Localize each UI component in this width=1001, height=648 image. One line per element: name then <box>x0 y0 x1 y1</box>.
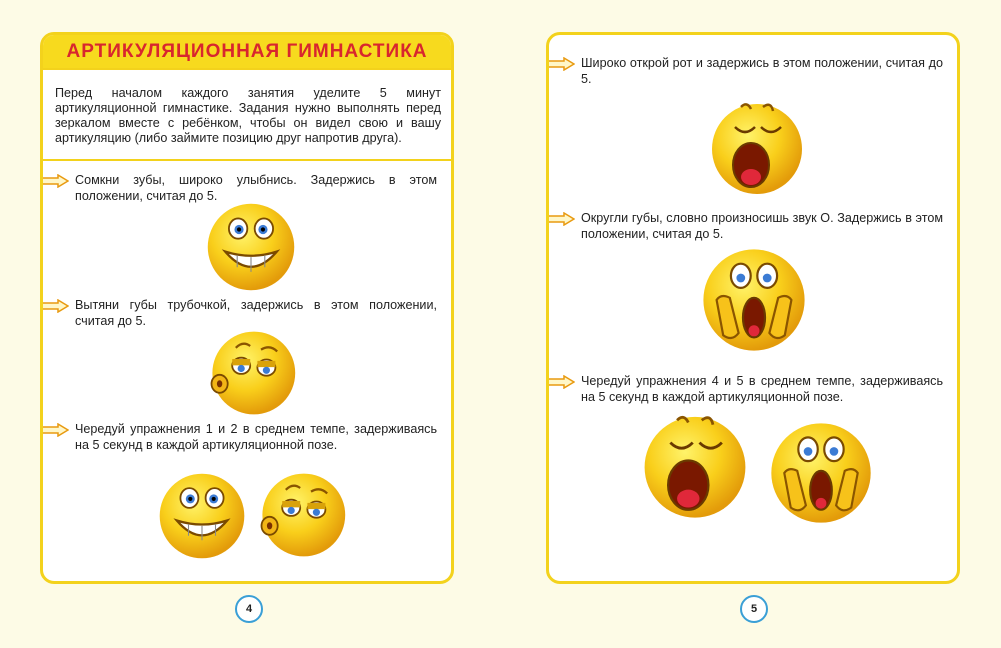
left-page <box>40 32 454 584</box>
title-bar <box>43 35 451 70</box>
smiling-face-icon <box>157 471 247 561</box>
pucker-face-icon <box>207 328 297 418</box>
arrow-icon <box>41 423 69 437</box>
arrow-icon <box>41 174 69 188</box>
exercise-item-4 <box>549 55 957 87</box>
exercise-text: Вытяни губы трубочкой, задержись в этом положении, считая до 5. <box>75 298 437 328</box>
exercise-text: Широко открой рот и задержись в этом положении, считая до 5. <box>581 56 943 86</box>
arrow-icon <box>547 57 575 71</box>
yawning-face-icon <box>639 409 751 521</box>
exercise-text: Округли губы, словно произносишь звук О. Задержись в этом положении, считая до 5. <box>581 211 943 241</box>
right-page <box>546 32 960 584</box>
arrow-icon <box>41 299 69 313</box>
smiling-face-icon <box>205 201 297 293</box>
exercise-item-3 <box>43 421 451 453</box>
arrow-icon <box>547 212 575 226</box>
exercise-item-5 <box>549 210 957 242</box>
page-number: 4 <box>235 595 263 623</box>
page-title: АРТИКУЛЯЦИОННАЯ ГИМНАСТИКА <box>66 40 428 62</box>
yawning-face-icon <box>707 97 807 197</box>
exercise-item-1 <box>43 172 451 204</box>
surprised-face-icon <box>699 245 809 355</box>
exercise-text: Сомкни зубы, широко улыбнись. Задержись в этом положении, считая до 5. <box>75 173 437 203</box>
surprised-face-icon <box>767 419 875 527</box>
page-number: 5 <box>740 595 768 623</box>
exercise-item-2 <box>43 297 451 329</box>
exercise-text: Чередуй упражнения 1 и 2 в среднем темпе, задерживаясь на 5 секунд в каждой артикуляционной позе. <box>75 422 437 452</box>
intro-text: Перед началом каждого занятия уделите 5 минут артикуляционной гимнастике. Задания нужно выполнять перед зеркалом вместе с ребёнком, чтобы он видел свою и вашу артикуляцию (либо займите позицию друг напротив друга). <box>43 70 451 161</box>
exercise-text: Чередуй упражнения 4 и 5 в среднем темпе, задерживаясь на 5 секунд в каждой артикуляционной позе. <box>581 374 943 404</box>
pucker-face-icon <box>257 470 347 560</box>
exercise-item-6 <box>549 373 957 405</box>
arrow-icon <box>547 375 575 389</box>
